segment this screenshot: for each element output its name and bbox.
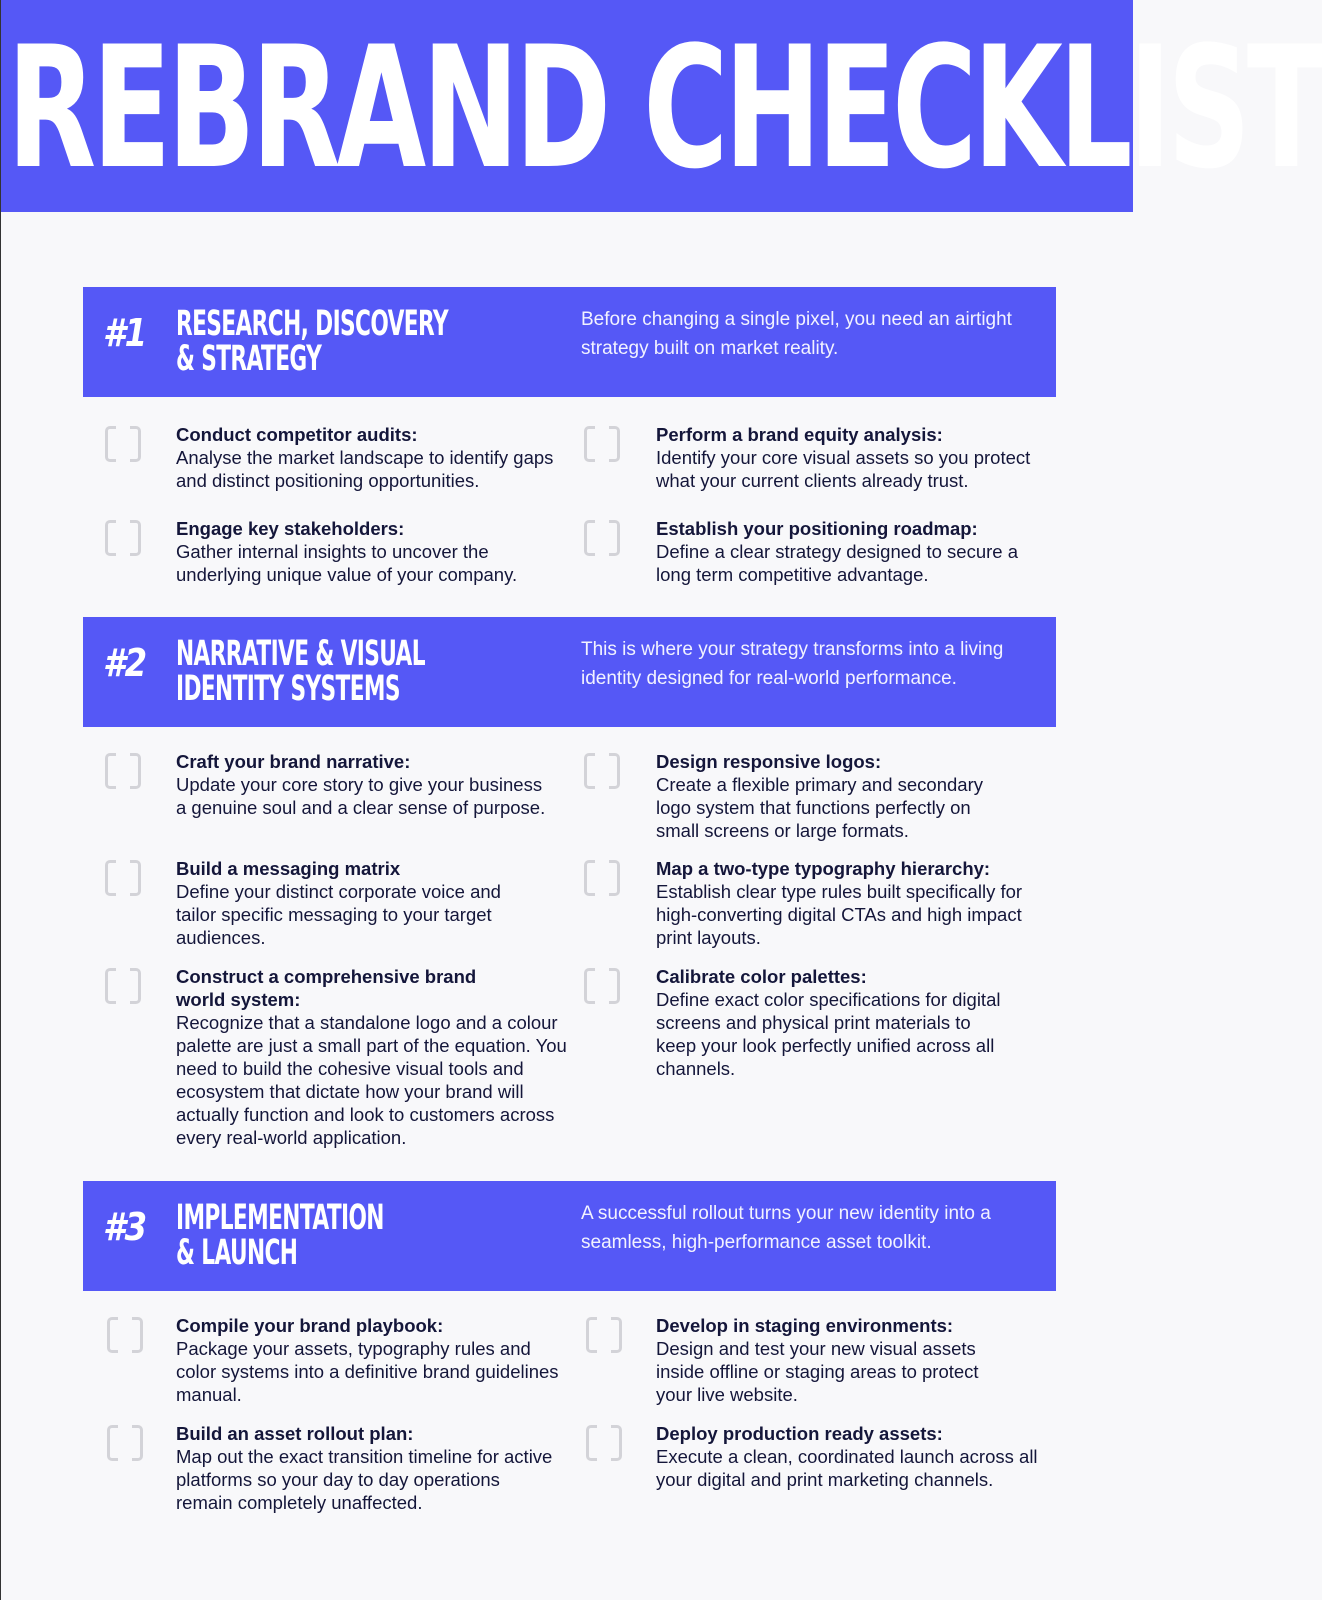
checkbox[interactable] — [107, 1425, 143, 1461]
checkbox[interactable] — [586, 1317, 622, 1353]
checklist-item: Build an asset rollout plan: Map out the exact transition timeline for active platforms so your day to day operations remain completely unaffected. — [176, 1423, 553, 1513]
section-header-1 — [83, 287, 1056, 397]
checklist-item: Craft your brand narrative: Update your core story to give your business a genuine soul and a clear sense of purpose. — [176, 751, 546, 818]
checkbox[interactable] — [105, 426, 141, 462]
section-number: #2 — [103, 641, 147, 685]
checklist-item: Construct a comprehensive brand world system: Recognize that a standalone logo and a colour palette are just a small part of the equation. You need to build the cohesive visual tools and ecosystem that dictate how your brand will actually function and look to customers across every real-world application. — [176, 966, 567, 1148]
checklist-item: Conduct competitor audits: Analyse the market landscape to identify gaps and distinct positioning opportunities. — [176, 424, 554, 491]
section-number: #3 — [103, 1205, 147, 1249]
section-intro: Before changing a single pixel, you need an airtight strategy built on market reality. — [581, 309, 1012, 359]
checkbox[interactable] — [584, 968, 620, 1004]
checklist-item: Compile your brand playbook: Package your assets, typography rules and color systems into a definitive brand guidelines manual. — [176, 1315, 559, 1405]
checkbox[interactable] — [586, 1425, 622, 1461]
section-title: NARRATIVE & VISUAL IDENTITY SYSTEMS — [176, 634, 425, 709]
checklist-item: Calibrate color palettes: Define exact color specifications for digital screens and physical print materials to keep your look perfectly unified across all channels. — [656, 966, 1001, 1079]
checkbox[interactable] — [584, 860, 620, 896]
section-title: IMPLEMENTATION & LAUNCH — [176, 1198, 384, 1273]
checklist-item: Establish your positioning roadmap: Define a clear strategy designed to secure a long term competitive advantage. — [656, 518, 1018, 585]
checkbox[interactable] — [105, 520, 141, 556]
header-banner — [1, 0, 1322, 212]
section-intro: This is where your strategy transforms into a living identity designed for real-world performance. — [581, 639, 1004, 689]
checklist-item: Map a two-type typography hierarchy: Establish clear type rules built specifically for high-converting digital CTAs and high impact print layouts. — [656, 858, 1023, 948]
checklist-item: Perform a brand equity analysis: Identify your core visual assets so you protect what your current clients already trust. — [656, 424, 1031, 491]
page-title: REBRAND CHECKLIST — [7, 10, 1322, 206]
checklist-item: Engage key stakeholders: Gather internal insights to uncover the underlying unique value of your company. — [176, 518, 518, 585]
checkbox[interactable] — [105, 860, 141, 896]
section-header-2 — [83, 617, 1056, 727]
checklist-item: Build a messaging matrix Define your distinct corporate voice and tailor specific messaging to your target audiences. — [176, 858, 501, 948]
checklist-item: Develop in staging environments: Design and test your new visual assets inside offline or staging areas to protect your live website. — [656, 1315, 979, 1405]
checkbox[interactable] — [105, 753, 141, 789]
section-header-3 — [83, 1181, 1056, 1291]
section-title: RESEARCH, DISCOVERY & STRATEGY — [176, 304, 448, 379]
checkbox[interactable] — [105, 968, 141, 1004]
checkbox[interactable] — [107, 1317, 143, 1353]
checkbox[interactable] — [584, 753, 620, 789]
checklist-item: Deploy production ready assets: Execute a clean, coordinated launch across all your digital and print marketing channels. — [656, 1423, 1038, 1490]
checklist-item: Design responsive logos: Create a flexible primary and secondary logo system that functions perfectly on small screens or large formats. — [656, 751, 983, 841]
section-intro: A successful rollout turns your new identity into a seamless, high-performance asset toolkit. — [581, 1203, 991, 1253]
checkbox[interactable] — [584, 520, 620, 556]
section-number: #1 — [103, 311, 147, 355]
checkbox[interactable] — [584, 426, 620, 462]
